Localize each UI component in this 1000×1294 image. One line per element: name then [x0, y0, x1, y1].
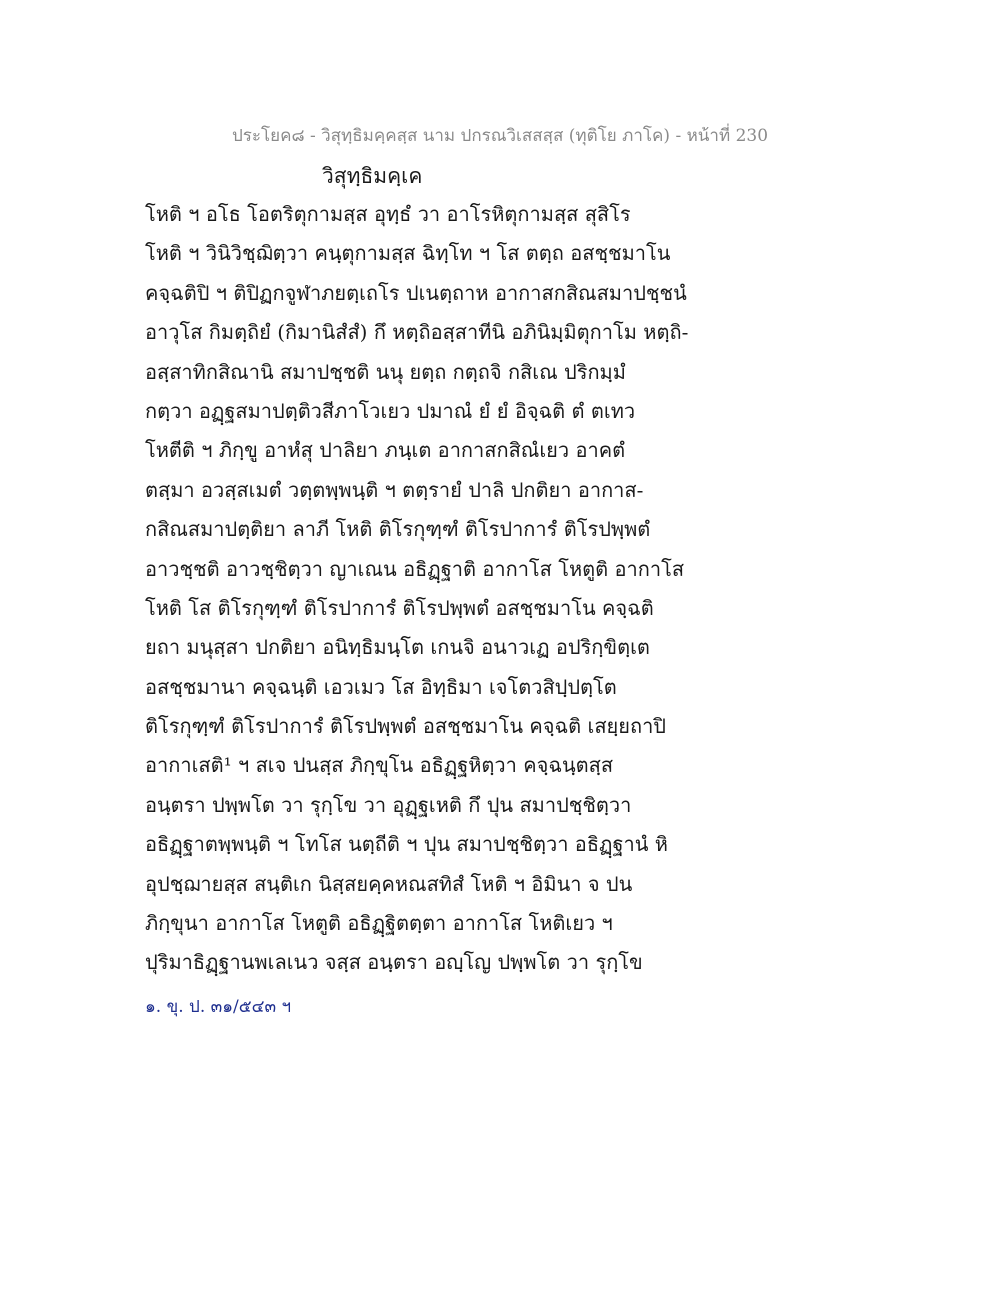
text-line: โหติ ฯ วินิวิชฺฌิตฺวา คนฺตุกามสฺส ฉิทฺโท ฯ โส ตตฺถ อสชฺชมาโน	[145, 241, 671, 266]
text-line: ยถา มนุสฺสา ปกติยา อนิทฺธิมนฺโต เกนจิ อนาวเฏ อปริกฺขิตฺเต	[145, 635, 650, 660]
text-line: กตฺวา อฏฺฐสมาปตฺติวสีภาโวเยว ปมาณํ ยํ ยํ อิจฺฉติ ตํ ตเทว	[145, 398, 636, 423]
text-line: อาวชฺชติ อาวชฺชิตฺวา ญาเณน อธิฏฺฐาติ อากาโส โหตูติ อากาโส	[145, 556, 685, 581]
text-line: อาวุโส กิมตฺถิยํ (กิมานิสํสํ) กึ หตฺถิอสฺสาทีนิ อภินิมฺมิตุกาโม หตฺถิ-	[145, 320, 689, 345]
text-line: อสฺสาทิกสิณานิ สมาปชฺชติ นนุ ยตฺถ กตฺถจิ กสิเณ ปริกมฺมํ	[145, 359, 626, 384]
text-line: คจฺฉติปิ ฯ ติปิฏกจูฬาภยตฺเถโร ปเนตฺถาห อากาสกสิณสมาปชฺชนํ	[145, 280, 687, 305]
text-line: อากาเสติ¹ ฯ สเจ ปนสฺส ภิกฺขุโน อธิฏฺฐหิตฺวา คจฺฉนฺตสฺส	[145, 753, 614, 778]
text-line: ปุริมาธิฏฺฐานพเลเนว จสฺส อนฺตรา อญฺโญ ปพฺพโต วา รุกฺโข	[145, 950, 643, 975]
text-line: อุปชฺฌายสฺส สนฺติเก นิสฺสยคฺคหณสทิสํ โหติ ฯ อิมินา จ ปน	[145, 871, 633, 896]
body-text	[145, 198, 865, 986]
text-line: อสชฺชมานา คจฺฉนฺติ เอวเมว โส อิทฺธิมา เจโตวสิปฺปตฺโต	[145, 674, 617, 699]
running-header: ประโยค๘ - วิสุทฺธิมคฺคสฺส นาม ปกรณวิเสสสฺส (ทุติโย ภาโค) - หน้าที่ 230	[231, 126, 769, 146]
section-title: วิสุทฺธิมคฺเค	[322, 164, 423, 188]
text-line: กสิณสมาปตฺติยา ลาภี โหติ ติโรกุฑฺฑํ ติโรปาการํ ติโรปพฺพตํ	[145, 517, 651, 542]
text-line: โหติ ฯ อโธ โอตริตุกามสฺส อุทฺธํ วา อาโรหิตุกามสฺส สุสิโร	[145, 202, 631, 226]
text-line: ภิกฺขุนา อากาโส โหตูติ อธิฏฺฐิตตฺตา อากาโส โหติเยว ฯ	[145, 911, 613, 936]
text-line: โหติ โส ติโรกุฑฺฑํ ติโรปาการํ ติโรปพฺพตํ อสชฺชมาโน คจฺฉติ	[145, 595, 654, 620]
text-line: อนฺตรา ปพฺพโต วา รุกฺโข วา อุฏฺฐเหติ กึ ปุน สมาปชฺชิตฺวา	[145, 792, 632, 817]
text-line: ตสฺมา อวสฺสเมตํ วตฺตพฺพนฺติ ฯ ตตฺรายํ ปาลิ ปกติยา อากาส-	[145, 477, 644, 502]
text-line: โหตีติ ฯ ภิกฺขู อาหํสุ ปาลิยา ภนฺเต อากาสกสิณํเยว อาคตํ	[145, 438, 626, 463]
footnote: ๑. ขุ. ป. ๓๑/๕๔๓ ฯ	[145, 997, 292, 1017]
text-line: ติโรกุฑฺฑํ ติโรปาการํ ติโรปพฺพตํ อสชฺชมาโน คจฺฉติ เสยฺยถาปิ	[145, 714, 666, 739]
text-line: อธิฏฺฐาตพฺพนฺติ ฯ โทโส นตฺถีติ ฯ ปุน สมาปชฺชิตฺวา อธิฏฺฐานํ หิ	[145, 832, 668, 857]
